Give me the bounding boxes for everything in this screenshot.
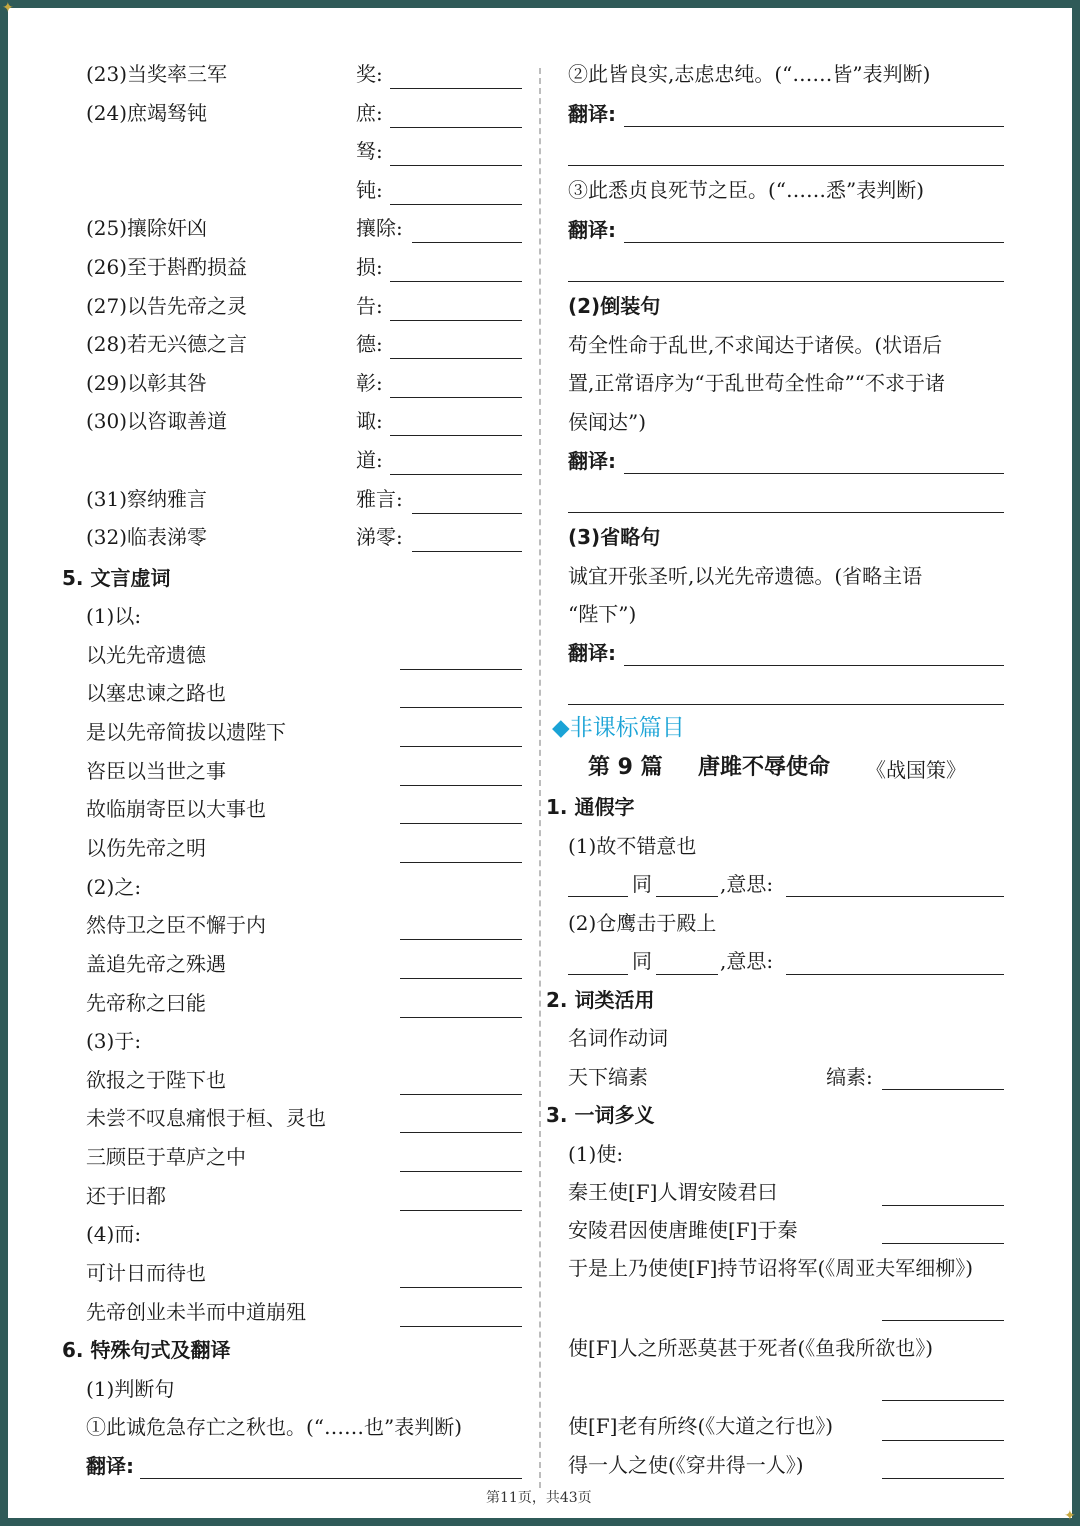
vocab-phrase: (27)以告先帝之灵: [86, 293, 248, 318]
answer-blank[interactable]: [568, 281, 1004, 282]
article-number: 第 9 篇: [588, 755, 663, 780]
sentence-item: 未尝不叹息痛恨于桓、灵也: [86, 1106, 326, 1131]
answer-blank[interactable]: [882, 1205, 1004, 1206]
article-source: 《战国策》: [866, 758, 966, 782]
answer-blank[interactable]: [568, 165, 1004, 166]
vocab-label: 道:: [356, 448, 383, 472]
answer-blank[interactable]: [400, 939, 522, 940]
subsection-heading: (1)使:: [568, 1142, 624, 1166]
section-heading: 5. 文言虚词: [62, 566, 171, 590]
corner-star-icon: ✦: [2, 0, 14, 16]
section-heading: 3. 一词多义: [546, 1103, 655, 1127]
answer-blank[interactable]: [400, 1326, 522, 1327]
vocab-label: 奖:: [356, 62, 383, 86]
vocab-label: 雅言:: [356, 486, 403, 511]
answer-blank[interactable]: [882, 1089, 1004, 1090]
meaning-label: ,意思:: [720, 949, 774, 973]
answer-blank[interactable]: [624, 665, 1004, 666]
meaning-label: ,意思:: [720, 872, 774, 896]
answer-blank[interactable]: [390, 88, 522, 89]
subsection-heading: (2)仓鹰击于殿上: [568, 911, 717, 935]
answer-blank[interactable]: [882, 1478, 1004, 1479]
sentence-item: 安陵君因使唐雎使[F]于秦: [568, 1218, 798, 1242]
answer-blank[interactable]: [400, 707, 522, 708]
answer-blank[interactable]: [786, 896, 1004, 897]
answer-blank[interactable]: [400, 862, 522, 863]
answer-blank[interactable]: [390, 358, 522, 359]
example-sentence: ②此皆良实,志虑忠纯。(“……皆”表判断): [568, 62, 931, 86]
subsection-heading: 名词作动词: [568, 1026, 668, 1050]
vocab-phrase: (25)攘除奸凶: [86, 216, 208, 241]
example-sentence: ①此诚危急存亡之秋也。(“……也”表判断): [86, 1415, 463, 1439]
sentence-item: 故临崩寄臣以大事也: [86, 797, 266, 822]
answer-blank[interactable]: [568, 896, 628, 897]
answer-blank[interactable]: [400, 1094, 522, 1095]
sentence-item: 天下缟素: [568, 1065, 648, 1089]
subsection-heading: (2)倒装句: [568, 294, 661, 318]
answer-blank[interactable]: [140, 1478, 522, 1479]
answer-blank[interactable]: [412, 551, 522, 552]
answer-blank[interactable]: [786, 974, 1004, 975]
page-footer: 第11页，共43页: [486, 1490, 592, 1506]
answer-blank[interactable]: [400, 1287, 522, 1288]
tongjia-label: 同: [632, 949, 652, 973]
answer-blank[interactable]: [568, 974, 628, 975]
answer-blank[interactable]: [624, 242, 1004, 243]
subsection-heading: (4)而:: [86, 1222, 142, 1247]
answer-blank[interactable]: [882, 1320, 1004, 1321]
vocab-phrase: (30)以咨诹善道: [86, 409, 228, 434]
answer-blank[interactable]: [400, 978, 522, 979]
answer-blank[interactable]: [568, 704, 1004, 705]
sentence-item: 得一人之使(《穿井得一人》): [568, 1453, 804, 1477]
sentence-item: 是以先帝简拔以遗陛下: [86, 719, 286, 744]
section-heading: 6. 特殊句式及翻译: [62, 1338, 231, 1362]
translate-label: 翻译:: [568, 218, 616, 242]
translate-label: 翻译:: [568, 102, 616, 126]
translate-label: 翻译:: [568, 641, 616, 665]
tongjia-label: 同: [632, 872, 652, 896]
sentence-item: 咨臣以当世之事: [86, 758, 226, 783]
sentence-item: 欲报之于陛下也: [86, 1067, 226, 1092]
answer-blank[interactable]: [624, 126, 1004, 127]
answer-blank[interactable]: [390, 165, 522, 166]
answer-blank[interactable]: [400, 1210, 522, 1211]
sentence-item: 盖追先帝之殊遇: [86, 951, 226, 976]
corner-star-icon: ✦: [1064, 1508, 1076, 1524]
sentence-item: 使[F]人之所恶莫甚于死者(《鱼我所欲也》): [568, 1336, 934, 1360]
sentence-item: 以光先帝遗德: [86, 642, 206, 667]
vocab-phrase: (26)至于斟酌损益: [86, 255, 248, 279]
answer-blank[interactable]: [390, 281, 522, 282]
sentence-item: 先帝称之曰能: [86, 990, 206, 1015]
example-sentence: ③此悉贞良死节之臣。(“……悉”表判断): [568, 178, 925, 202]
sentence-item: 可计日而待也: [86, 1261, 206, 1286]
sentence-item: 三顾臣于草庐之中: [86, 1145, 246, 1170]
body-text: 苟全性命于乱世,不求闻达于诸侯。(状语后: [568, 333, 943, 357]
answer-blank[interactable]: [400, 669, 522, 670]
answer-blank[interactable]: [656, 974, 718, 975]
answer-blank[interactable]: [390, 474, 522, 475]
answer-blank[interactable]: [624, 473, 1004, 474]
column-divider: [539, 68, 541, 1488]
category-heading: ◆非课标篇目: [552, 715, 685, 741]
vocab-phrase: (32)临表涕零: [86, 525, 208, 550]
vocab-phrase: (29)以彰其咎: [86, 370, 208, 395]
answer-blank[interactable]: [412, 242, 522, 243]
sentence-item: 还于旧都: [86, 1183, 166, 1208]
vocab-label: 损:: [356, 255, 383, 279]
vocab-label: 涕零:: [356, 525, 403, 550]
answer-blank[interactable]: [400, 1171, 522, 1172]
vocab-label: 驽:: [356, 139, 383, 164]
body-text: “陛下”): [568, 602, 637, 626]
body-text: 诚宜开张圣听,以光先帝遗德。(省略主语: [568, 564, 923, 588]
vocab-label: 庶:: [356, 100, 383, 125]
subsection-heading: (1)判断句: [86, 1377, 175, 1401]
vocab-label: 告:: [356, 293, 383, 318]
sentence-item: 秦王使[F]人谓安陵君曰: [568, 1180, 778, 1204]
answer-blank[interactable]: [390, 397, 522, 398]
subsection-heading: (3)省略句: [568, 525, 661, 549]
section-heading: 2. 词类活用: [546, 988, 655, 1012]
subsection-heading: (2)之:: [86, 874, 142, 899]
vocab-label: 德:: [356, 332, 383, 357]
vocab-label: 彰:: [356, 370, 383, 395]
answer-blank[interactable]: [400, 746, 522, 747]
sentence-item: 然侍卫之臣不懈于内: [86, 913, 266, 938]
sentence-item: 以塞忠谏之路也: [86, 681, 226, 706]
worksheet-page: [8, 8, 1072, 1518]
body-text: 侯闻达”): [568, 410, 647, 434]
answer-blank[interactable]: [400, 1132, 522, 1133]
answer-blank[interactable]: [390, 204, 522, 205]
translate-label: 翻译:: [568, 449, 616, 473]
vocab-label: 缟素:: [826, 1065, 873, 1089]
vocab-label: 攘除:: [356, 216, 403, 241]
vocab-phrase: (28)若无兴德之言: [86, 332, 248, 357]
sentence-item: 以伤先帝之明: [86, 835, 206, 860]
answer-blank[interactable]: [412, 513, 522, 514]
subsection-heading: (1)故不错意也: [568, 834, 697, 858]
answer-blank[interactable]: [656, 896, 718, 897]
vocab-phrase: (31)察纳雅言: [86, 486, 208, 511]
subsection-heading: (1)以:: [86, 604, 142, 628]
vocab-phrase: (24)庶竭驽钝: [86, 100, 208, 125]
answer-blank[interactable]: [882, 1400, 1004, 1401]
answer-blank[interactable]: [390, 435, 522, 436]
answer-blank[interactable]: [882, 1243, 1004, 1244]
translate-label: 翻译:: [86, 1454, 134, 1478]
section-heading: 1. 通假字: [546, 795, 635, 819]
article-title: 唐雎不辱使命: [698, 755, 831, 780]
vocab-phrase: (23)当奖率三军: [86, 62, 228, 86]
subsection-heading: (3)于:: [86, 1029, 142, 1054]
answer-blank[interactable]: [400, 1017, 522, 1018]
answer-blank[interactable]: [390, 127, 522, 128]
sentence-item: 先帝创业未半而中道崩殂: [86, 1299, 306, 1324]
answer-blank[interactable]: [400, 785, 522, 786]
answer-blank[interactable]: [882, 1440, 1004, 1441]
vocab-label: 钝:: [356, 177, 383, 202]
answer-blank[interactable]: [568, 512, 1004, 513]
answer-blank[interactable]: [390, 320, 522, 321]
sentence-item: 使[F]老有所终(《大道之行也》): [568, 1414, 834, 1438]
vocab-label: 诹:: [356, 409, 383, 434]
answer-blank[interactable]: [400, 823, 522, 824]
body-text: 置,正常语序为“于乱世苟全性命”“不求于诸: [568, 371, 946, 395]
sentence-item: 于是上乃使使[F]持节诏将军(《周亚夫军细柳》): [568, 1256, 974, 1280]
